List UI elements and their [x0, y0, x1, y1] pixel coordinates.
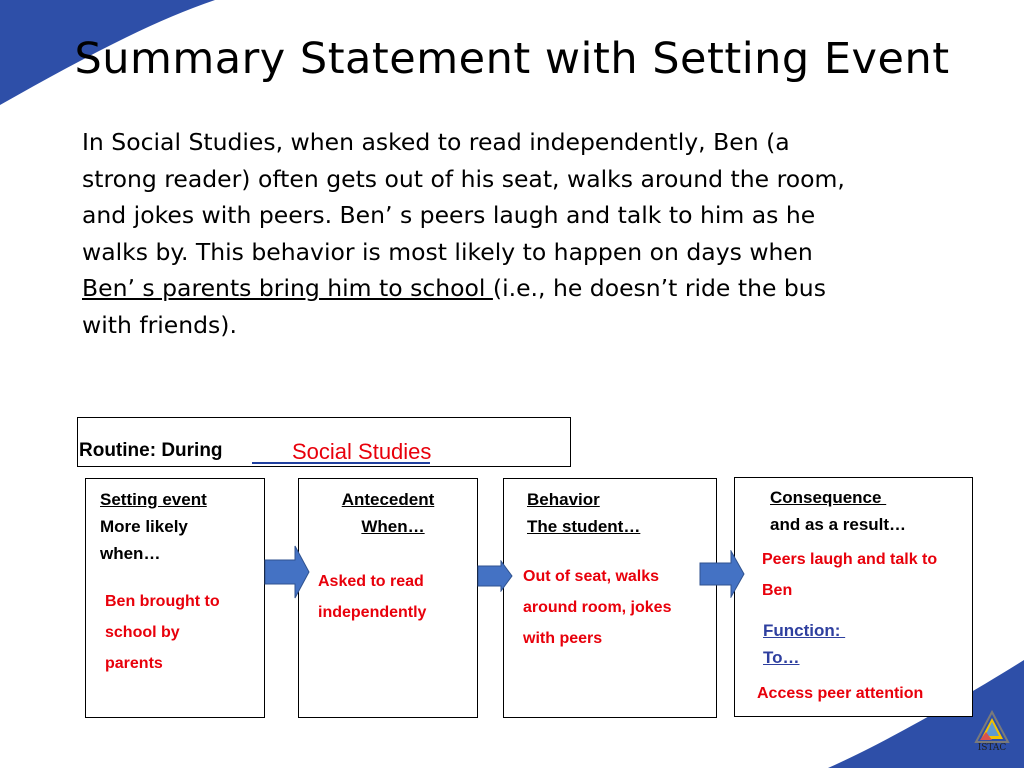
consequence-answer-1: Peers laugh and talk to: [762, 551, 938, 568]
arrow-right-icon: [477, 560, 513, 592]
logo-text: ISTAC: [977, 743, 1007, 753]
routine-value: Social Studies: [292, 439, 432, 464]
antecedent-answer-2: independently: [318, 604, 427, 621]
behavior-answer-3: with peers: [523, 630, 603, 647]
behavior-answer-2: around room, jokes: [523, 599, 672, 616]
function-label: Function:: [763, 621, 846, 640]
consequence-sub: and as a result…: [770, 515, 907, 534]
paragraph-line-3: and jokes with peers. Benʼ s peers laugh and talk to him as he: [82, 201, 816, 230]
setting-event-answer-3: parents: [105, 655, 163, 672]
consequence-heading: Consequence: [770, 488, 887, 507]
paragraph-line-1: In Social Studies, when asked to read independently, Ben (a: [82, 128, 790, 156]
behavior-heading: Behavior: [527, 490, 600, 509]
slide-title: Summary Statement with Setting Event: [74, 34, 950, 84]
setting-event-answer-1: Ben brought to: [105, 593, 220, 610]
behavior-sub: The student…: [527, 517, 641, 536]
arrow-right-icon: [699, 550, 745, 598]
function-to: To…: [763, 648, 800, 667]
arrow-right-icon: [264, 545, 310, 599]
setting-event-sub-2: when…: [100, 544, 161, 563]
paragraph-line-4: walks by. This behavior is most likely to happen on days when: [82, 237, 813, 266]
summary-paragraph: [82, 124, 962, 344]
paragraph-line-5: [82, 270, 962, 307]
behavior-answer-1: Out of seat, walks: [523, 568, 660, 585]
setting-event-heading: Setting event: [100, 490, 207, 509]
consequence-answer-2: Ben: [762, 582, 793, 599]
paragraph-line-5-rest: (i.e., he doesn’t ride the bus: [492, 274, 826, 303]
setting-event-sub-1: More likely: [100, 517, 188, 536]
paragraph-line-2: strong reader) often gets out of his seat, walks around the room,: [82, 164, 845, 193]
antecedent-heading: Antecedent: [341, 490, 435, 509]
paragraph-line-6: with friends).: [82, 310, 237, 339]
antecedent-sub: When…: [361, 517, 425, 536]
setting-event-underlined: Benʼ s parents bring him to school: [82, 274, 493, 303]
function-answer: Access peer attention: [757, 685, 924, 702]
setting-event-answer-2: school by: [105, 624, 180, 641]
antecedent-answer-1: Asked to read: [318, 573, 424, 590]
routine-label: Routine: During: [79, 440, 223, 461]
istac-logo-icon: [968, 708, 1016, 764]
